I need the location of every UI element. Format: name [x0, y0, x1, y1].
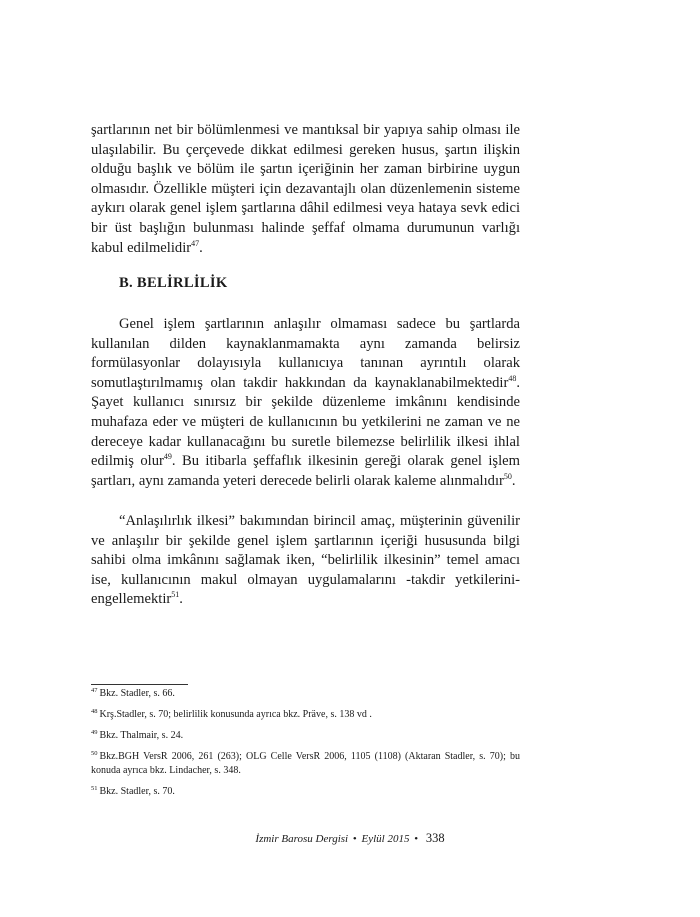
paragraph-3-end: . [179, 591, 183, 608]
paragraph-2-part4: . [511, 472, 516, 489]
footnote-ref-49[interactable]: 49 [163, 452, 172, 462]
page-number: 338 [425, 831, 445, 845]
journal-name: İzmir Barosu Dergisi [255, 833, 349, 845]
page-footer [0, 831, 700, 846]
footnote-51 [91, 785, 520, 799]
footnote-text: Bkz.BGH VersR 2006, 261 (263); OLG Celle VersR 2006, 1105 (1108) (Aktaran Stadler, s. 70); bu konuda ayrıca bkz. Lindacher, s. 348. [91, 751, 520, 776]
footnote-ref-50[interactable]: 50 [503, 471, 512, 481]
footnote-47 [91, 687, 520, 701]
paragraph-1-text: şartlarının net bir bölümlenmesi ve mantıksal bir yapıya sahip olması ile ulaşılabilir. Bu çerçevede dikkat edilmesi gereken husus, şartın ilişkin olduğu başlık ve bölüm ile şartın içeriğinin her zaman birbirine uygun olmasıdır. Özellikle müşteri için dezavantajlı olan düzenlemenin sisteme aykırı olarak genel işlem şartlarına dâhil edilmesi veya hataya sevk edici bir üst başlığın bulunması halinde şeffaf olmama durumunun varlığı kabul edilmelidir [91, 122, 520, 256]
issue-date: Eylül 2015 [361, 833, 410, 845]
paragraph-1: şartlarının net bir bölümlenmesi ve mantıksal bir yapıya sahip olması ile ulaşılabilir. Bu çerçevede dikkat edilmesi gereken husus, şartın ilişkin olduğu başlık ve bölüm ile şartın içeriğinin her zaman birbirine uygun olmasıdır. Özellikle müşteri için dezavantajlı olan düzenlemenin sisteme aykırı olarak genel işlem şartlarına dâhil edilmesi veya hataya sevk edici bir üst başlığın bulunması halinde şeffaf olmama durumunun varlığı kabul edilmelidir$^{47}$. [91, 122, 520, 256]
footnotes [91, 687, 520, 806]
footnote-number: 47 [91, 687, 98, 694]
footnote-ref-47[interactable]: 47 [191, 238, 200, 248]
section-heading: B. BELİRLİLİK [119, 275, 228, 291]
footnote-separator [91, 684, 188, 685]
footnote-text: Bkz. Stadler, s. 70. [99, 785, 175, 797]
paragraph-3-text: “Anlaşılırlık ilkesi” bakımından birincil amaç, müşterinin güvenilir ve anlaşılır bir şekilde genel işlem şartlarının içeriği hususunda bilgi sahibi olma imkânını sağlamak iken, “belirlilik ilkesinin” temel amacı ise, kullanıcının makul olmayan uygulamalarını -takdir yetkilerini- engellemektir [91, 513, 520, 608]
footnote-ref-48[interactable]: 48 [508, 373, 517, 383]
paragraph-2-part3: . Bu itibarla şeffaflık ilkesinin gereği olarak genel işlem şartları, aynı zamanda yeteri derecede belirli olarak kaleme alınmalıdır [91, 453, 520, 489]
footnote-48 [91, 708, 520, 722]
footnote-text: Bkz. Thalmair, s. 24. [99, 730, 184, 741]
paragraph-2-part1: Genel işlem şartlarının anlaşılır olmaması sadece bu şartlarda kullanılan dilden kaynaklanmamakta aynı zamanda belirsiz formülasyonlar dolayısıyla kullanıcıya tanınan ayrıntılı olarak somutlaştırılmamış olan takdir hakkından da kaynaklanabilmektedir [91, 316, 520, 391]
footnote-ref-51[interactable]: 51 [171, 590, 180, 600]
footnote-number: 48 [91, 708, 98, 715]
footnote-50 [91, 750, 520, 777]
paragraph-2 [91, 315, 520, 491]
footer-separator: • [414, 833, 419, 845]
footnote-number: 49 [91, 729, 98, 736]
footnote-text: Krş.Stadler, s. 70; belirlilik konusunda ayrıca bkz. Präve, s. 138 vd . [99, 709, 372, 720]
paragraph-3 [91, 512, 520, 610]
footnote-number: 51 [91, 784, 98, 792]
footer-separator: • [352, 833, 357, 845]
footnote-number: 50 [91, 750, 98, 757]
footnote-49 [91, 729, 520, 743]
footnote-text: Bkz. Stadler, s. 66. [99, 688, 175, 699]
paragraph-2-part2: . Şayet kullanıcı sınırsız bir şekilde düzenleme imkânını kendisinde muhafaza eder ve müşteri de kullanıcının bu yetkilerini ne zaman ve ne dereceye kadar kullanacağını bu suretle bilemezse belirlilik ilkesi ihlal edilmiş olur [91, 374, 520, 470]
